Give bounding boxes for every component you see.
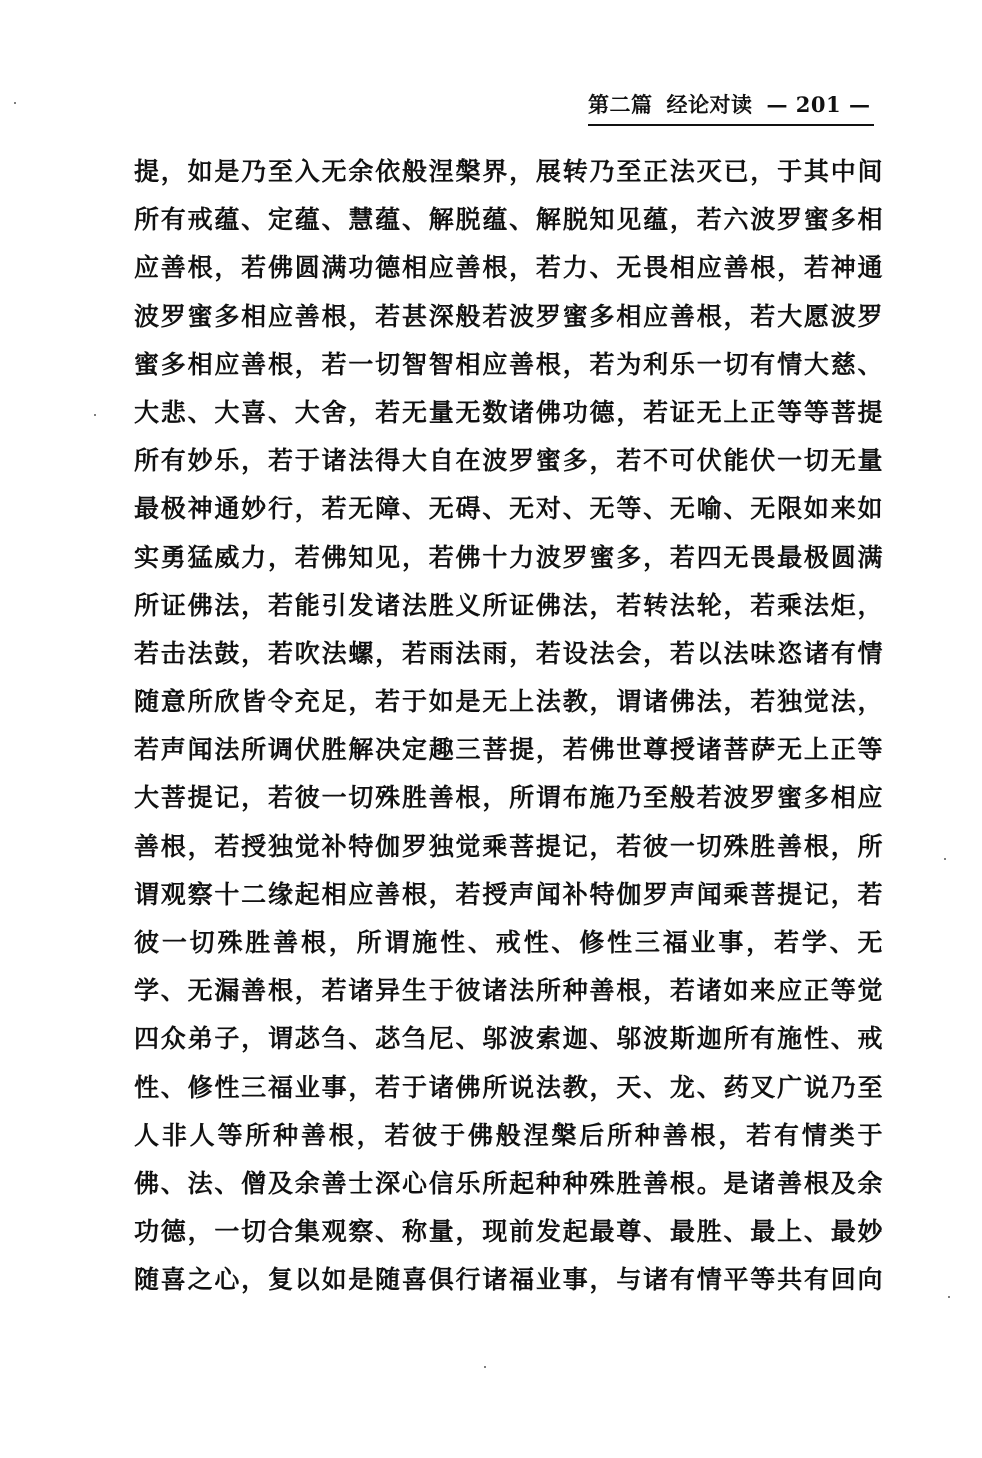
text-line: 功德，一切合集观察、称量，现前发起最尊、最胜、最上、最妙 bbox=[134, 1217, 884, 1247]
text-line: 性、修性三福业事，若于诸佛所说法教，天、龙、药叉广说乃至 bbox=[134, 1072, 884, 1102]
text-line: 善根，若授独觉补特伽罗独觉乘菩提记，若彼一切殊胜善根，所 bbox=[134, 831, 884, 861]
text-line: 应善根，若佛圆满功德相应善根，若力、无畏相应善根，若神通 bbox=[134, 253, 884, 283]
scan-speck bbox=[944, 858, 946, 860]
text-line: 四众弟子，谓苾刍、苾刍尼、邬波索迦、邬波斯迦所有施性、戒 bbox=[134, 1024, 884, 1054]
text-line: 随喜之心，复以如是随喜俱行诸福业事，与诸有情平等共有回向 bbox=[134, 1265, 884, 1295]
text-line: 若声闻法所调伏胜解决定趣三菩提，若佛世尊授诸菩萨无上正等 bbox=[134, 735, 884, 765]
text-line: 谓观察十二缘起相应善根，若授声闻补特伽罗声闻乘菩提记，若 bbox=[134, 879, 884, 909]
scan-speck bbox=[14, 102, 16, 104]
text-line: 学、无漏善根，若诸异生于彼诸法所种善根，若诸如来应正等觉 bbox=[134, 976, 884, 1006]
header-section: 经论对读 bbox=[666, 92, 753, 117]
text-line: 随意所欣皆令充足，若于如是无上法教，谓诸佛法，若独觉法， bbox=[134, 687, 884, 717]
text-line: 实勇猛威力，若佛知见，若佛十力波罗蜜多，若四无畏最极圆满 bbox=[134, 542, 884, 572]
text-line: 所证佛法，若能引发诸法胜义所证佛法，若转法轮，若乘法炬， bbox=[134, 590, 884, 620]
text-line: 彼一切殊胜善根，所谓施性、戒性、修性三福业事，若学、无 bbox=[134, 928, 884, 957]
scan-speck bbox=[484, 1366, 486, 1368]
text-line: 所有戒蕴、定蕴、慧蕴、解脱蕴、解脱知见蕴，若六波罗蜜多相 bbox=[134, 205, 884, 235]
text-line: 提，如是乃至入无余依般涅槃界，展转乃至正法灭已，于其中间 bbox=[134, 157, 884, 186]
text-line: 大菩提记，若彼一切殊胜善根，所谓布施乃至般若波罗蜜多相应 bbox=[134, 783, 884, 813]
text-line: 若击法鼓，若吹法螺，若雨法雨，若设法会，若以法味恣诸有情 bbox=[134, 638, 884, 668]
text-line: 蜜多相应善根，若一切智智相应善根，若为利乐一切有情大慈、 bbox=[134, 349, 884, 379]
scan-speck bbox=[94, 414, 96, 416]
scan-speck bbox=[948, 1296, 950, 1298]
text-line: 人非人等所种善根，若彼于佛般涅槃后所种善根，若有情类于 bbox=[134, 1120, 884, 1150]
text-line: 最极神通妙行，若无障、无碍、无对、无等、无喻、无限如来如 bbox=[134, 494, 884, 524]
header-part: 第二篇 bbox=[588, 92, 653, 117]
running-header bbox=[588, 90, 874, 126]
text-line: 所有妙乐，若于诸法得大自在波罗蜜多，若不可伏能伏一切无量 bbox=[134, 446, 884, 476]
text-line: 佛、法、僧及余善士深心信乐所起种种殊胜善根。是诸善根及余 bbox=[134, 1168, 884, 1198]
body-text bbox=[134, 148, 884, 1305]
text-line: 大悲、大喜、大舍，若无量无数诸佛功德，若证无上正等等菩提 bbox=[134, 397, 884, 427]
page-number: — 201 — bbox=[766, 92, 871, 117]
text-line: 波罗蜜多相应善根，若甚深般若波罗蜜多相应善根，若大愿波罗 bbox=[134, 301, 884, 331]
